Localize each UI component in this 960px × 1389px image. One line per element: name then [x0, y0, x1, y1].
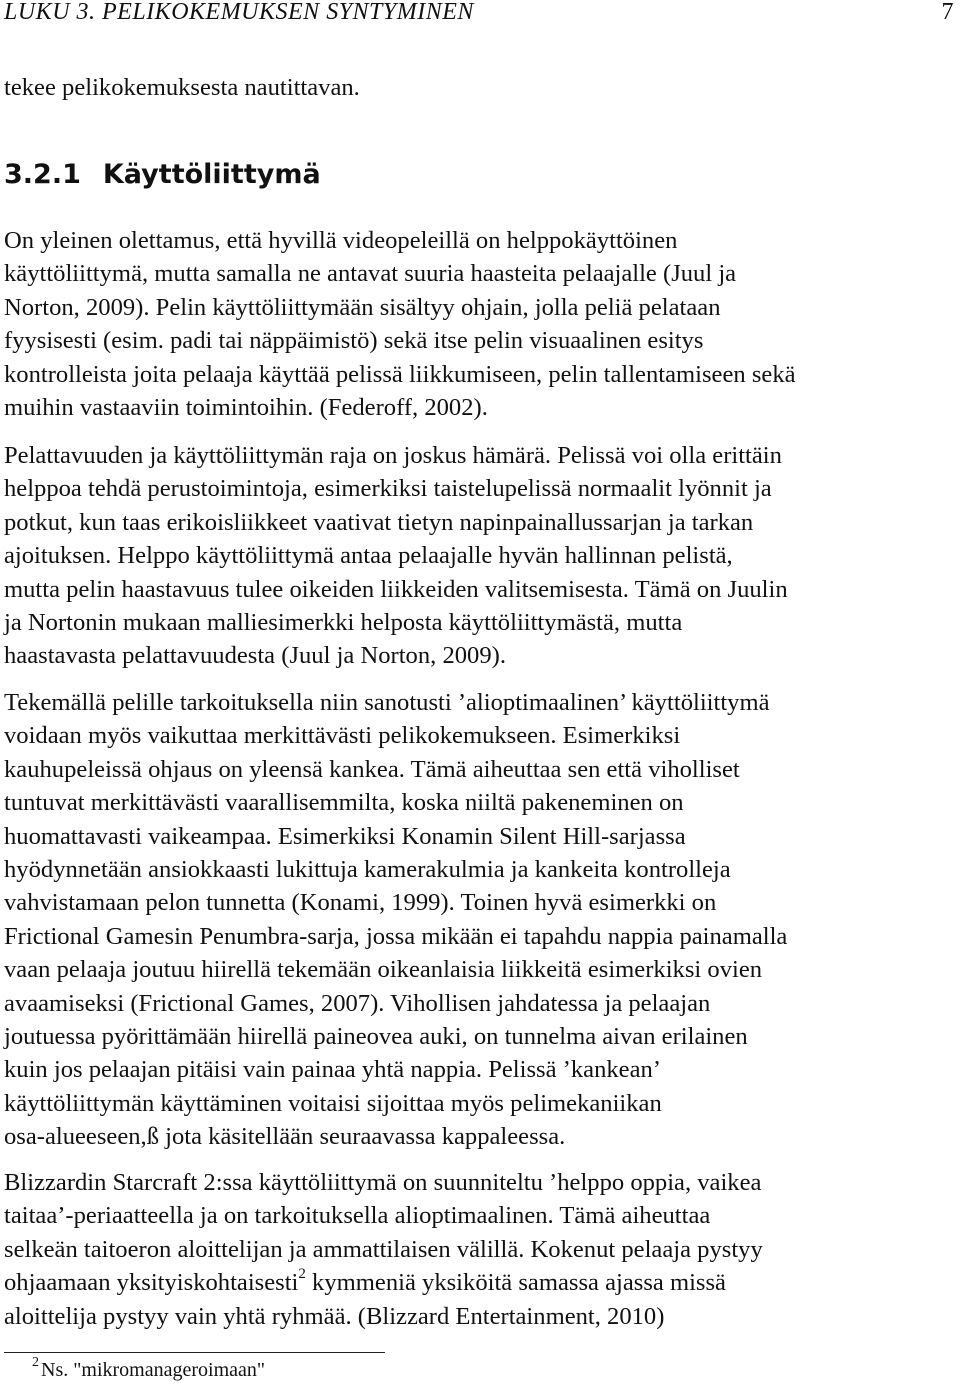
chapter-title: LUKU 3. PELIKOKEMUKSEN SYNTYMINEN [4, 0, 474, 25]
section-heading [4, 157, 321, 193]
text-line: tuntuvat merkittävästi vaarallisemmilta, koska niiltä pakeneminen on [4, 789, 684, 817]
text-line: käyttöliittymän käyttäminen voitaisi sijoittaa myös pelimekaniikan [4, 1089, 662, 1117]
text-line: kauhupeleissä ohjaus on yleensä kankea. Tämä aiheuttaa sen että viholliset [4, 755, 740, 783]
text-line: muihin vastaaviin toimintoihin. (Federoff, 2002). [4, 394, 488, 422]
section-number: 3.2.1 [4, 159, 81, 190]
text-line: joutuessa pyörittämään hiirellä paineovea auki, on tunnelma aivan erilainen [4, 1023, 748, 1051]
text-line: vaan pelaaja joutuu hiirellä tekemään oikeanlaisia liikkeitä esimerkiksi ovien [4, 956, 763, 984]
text-line: Blizzardin Starcraft 2:ssa käyttöliittymä on suunniteltu ’helppo oppia, vaikea [4, 1169, 762, 1196]
paragraph-3 [4, 686, 787, 1154]
text-line: haastavasta pelattavuudesta (Juul ja Norton, 2009). [4, 642, 506, 670]
text-line [4, 1266, 763, 1299]
text-line: avaamiseksi (Frictional Games, 2007). Vihollisen jahdatessa ja pelaajan [4, 989, 711, 1017]
text-line: ajoituksen. Helppo käyttöliittymä antaa pelaajalle hyvän hallinnan pelistä, [4, 542, 733, 570]
document-page [4, 0, 956, 1381]
footnote-rule [4, 1352, 385, 1353]
text-line: taitaa’-periaatteella ja on tarkoituksella alioptimaalinen. Tämä aiheuttaa [4, 1202, 711, 1230]
text-line: Norton, 2009). Pelin käyttöliittymään sisältyy ohjain, jolla peliä pelataan [4, 293, 721, 321]
section-title: Käyttöliittymä [102, 159, 321, 190]
text-line: helppoa tehdä perustoimintoja, esimerkiksi taistelupelissä normaalit lyönnit ja [4, 475, 772, 503]
text-line: osa-alueeseen,ß jota käsitellään seuraavassa kappaleessa. [4, 1123, 566, 1151]
text-line: selkeän taitoeron aloittelijan ja ammattilaisen välillä. Kokenut pelaaja pystyy [4, 1235, 763, 1263]
text-line: Frictional Gamesin Penumbra-sarja, jossa mikään ei tapahdu nappia painamalla [4, 922, 788, 950]
text-line: mutta pelin haastavuus tulee oikeiden liikkeiden valitsemisesta. Tämä on Juulin [4, 575, 788, 603]
text-line: ja Nortonin mukaan malliesimerkki helposta käyttöliittymästä, mutta [4, 609, 683, 637]
text-segment: ohjaamaan yksityiskohtaisesti [4, 1269, 299, 1297]
text-line: käyttöliittymä, mutta samalla ne antavat suuria haasteita pelaajalle (Juul ja [4, 260, 737, 288]
text-line: Pelattavuuden ja käyttöliittymän raja on joskus hämärä. Pelissä voi olla erittäin [4, 442, 782, 469]
footnote [32, 1356, 265, 1384]
text-line: hyödynnetään ansiokkaasti lukittuja kamerakulmia ja kankeita kontrolleja [4, 856, 731, 884]
text-segment: kymmeniä yksiköitä samassa ajassa missä [305, 1269, 726, 1297]
page-number: 7 [941, 0, 954, 25]
footnote-text: Ns. "mikromanageroimaan" [41, 1359, 266, 1381]
text-line: huomattavasti vaikeampaa. Esimerkiksi Konamin Silent Hill-sarjassa [4, 822, 686, 850]
text-line: tekee pelikokemuksesta nautittavan. [4, 74, 360, 101]
paragraph-2 [4, 439, 788, 673]
text-line: kuin jos pelaajan pitäisi vain painaa yhtä nappia. Pelissä ’kankean’ [4, 1056, 661, 1084]
text-line: fyysisesti (esim. padi tai näppäimistö) sekä itse pelin visuaalinen esitys [4, 327, 704, 355]
text-line: vahvistamaan pelon tunnetta (Konami, 1999). Toinen hyvä esimerkki on [4, 889, 717, 917]
intro-paragraph [4, 71, 360, 104]
running-head [4, 0, 956, 26]
paragraph-1 [4, 224, 796, 424]
text-line: kontrolleista joita pelaaja käyttää pelissä liikkumiseen, pelin tallentamiseen sekä [4, 360, 796, 388]
text-line: aloittelija pystyy vain yhtä ryhmää. (Blizzard Entertainment, 2010) [4, 1302, 665, 1330]
text-line: potkut, kun taas erikoisliikkeet vaativat tietyn napinpainallussarjan ja tarkan [4, 508, 754, 536]
paragraph-4 [4, 1166, 763, 1333]
footnote-reference[interactable]: 2 [298, 1266, 306, 1283]
text-line: On yleinen olettamus, että hyvillä videopeleillä on helppokäyttöinen [4, 227, 678, 254]
text-line: voidaan myös vaikuttaa merkittävästi pelikokemukseen. Esimerkiksi [4, 722, 681, 750]
footnote-marker: 2 [32, 1355, 39, 1371]
text-line: Tekemällä pelille tarkoituksella niin sanotusti ’alioptimaalinen’ käyttöliittymä [4, 689, 770, 716]
